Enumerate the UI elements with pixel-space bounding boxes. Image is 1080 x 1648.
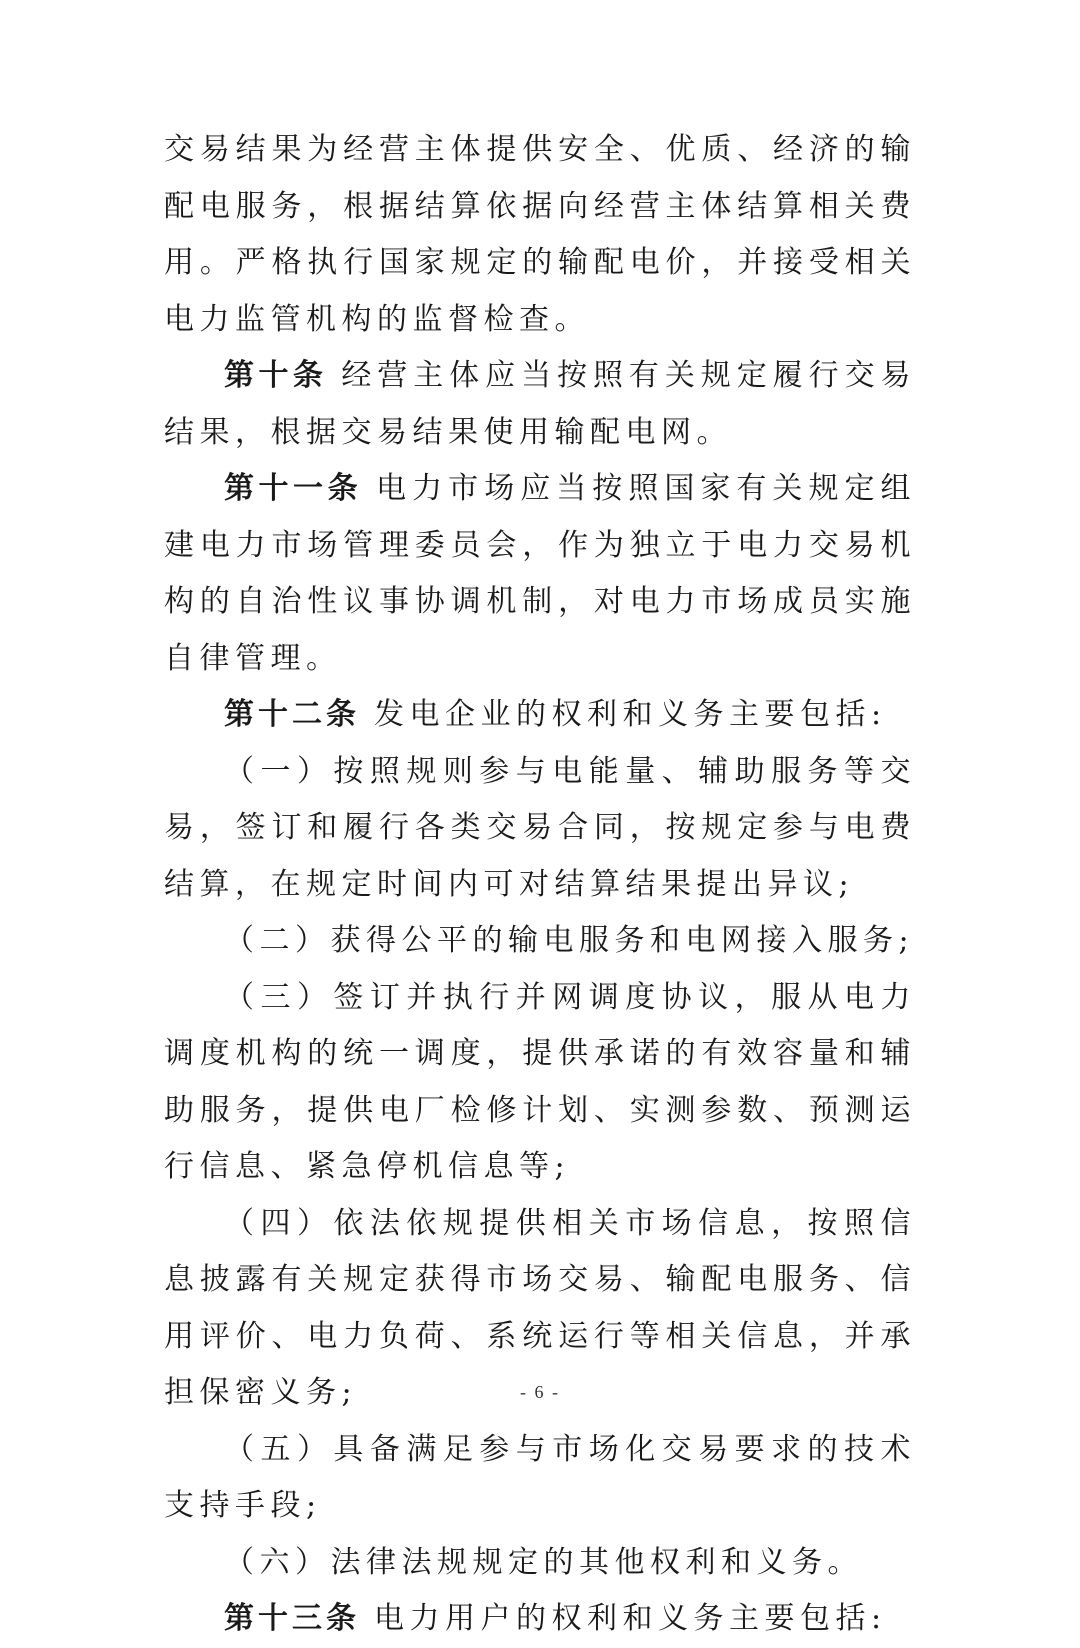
- paragraph-text: （三）签订并执行并网调度协议，服从电力调度机构的统一调度，提供承诺的有效容量和辅助服务，提供电厂检修计划、实测参数、预测运行信息、紧急停机信息等;: [164, 979, 916, 1184]
- list-item: [164, 970, 916, 1196]
- article-heading: 第十一条: [224, 471, 363, 506]
- article-13: [164, 1591, 916, 1648]
- article-12: [164, 687, 916, 744]
- paragraph-text: 交易结果为经营主体提供安全、优质、经济的输配电服务，根据结算依据向经营主体结算相关费用。严格执行国家规定的输配电价，并接受相关电力监管机构的监督检查。: [164, 132, 916, 337]
- article-10: [164, 348, 916, 461]
- article-heading: 第十二条: [224, 697, 360, 732]
- paragraph-text: 发电企业的权利和义务主要包括:: [374, 697, 887, 732]
- document-body: [164, 122, 916, 1648]
- list-item: [164, 1535, 916, 1592]
- article-heading: 第十条: [224, 358, 328, 393]
- paragraph-text: 电力市场应当按照国家有关规定组建电力市场管理委员会，作为独立于电力交易机构的自治性议事协调机制，对电力市场成员实施自律管理。: [164, 471, 917, 676]
- paragraph-text: 经营主体应当按照有关规定履行交易结果，根据交易结果使用输配电网。: [164, 358, 917, 450]
- paragraph-text: （二）获得公平的输电服务和电网接入服务;: [224, 923, 915, 958]
- paragraph-text: （五）具备满足参与市场化交易要求的技术支持手段;: [164, 1431, 916, 1523]
- paragraph-text: 电力用户的权利和义务主要包括:: [374, 1601, 887, 1636]
- article-11: [164, 461, 916, 687]
- page-number: - 6 -: [520, 1382, 560, 1402]
- paragraph-text: （四）依法依规提供相关市场信息，按照信息披露有关规定获得市场交易、输配电服务、信用评价、电力负荷、系统运行等相关信息，并承担保密义务;: [164, 1205, 916, 1410]
- paragraph-text: （一）按照规则参与电能量、辅助服务等交易，签订和履行各类交易合同，按规定参与电费结算，在规定时间内可对结算结果提出异议;: [164, 753, 916, 902]
- list-item: [164, 1422, 916, 1535]
- list-item: [164, 744, 916, 914]
- paragraph-text: （六）法律法规规定的其他权利和义务。: [224, 1544, 863, 1580]
- article-heading: 第十三条: [224, 1601, 360, 1636]
- list-item: [164, 913, 916, 970]
- paragraph: [164, 122, 916, 348]
